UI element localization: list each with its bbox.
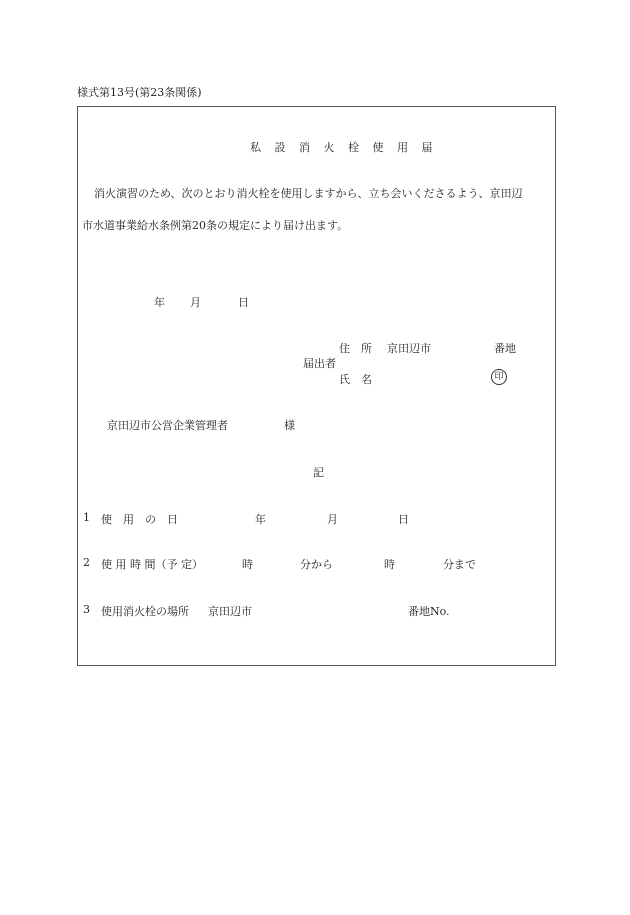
- form-frame: [77, 106, 556, 666]
- start-hour-label: 時: [242, 558, 253, 571]
- addressee-name: 京田辺市公営企業管理者: [107, 419, 228, 432]
- item-label: 使 用 時 間（予 定）: [101, 558, 203, 571]
- name-label: 氏 名: [339, 373, 372, 386]
- item-label: 使用消火栓の場所: [101, 605, 189, 618]
- date-month-label: 月: [190, 296, 201, 309]
- form-title: 私 設 消 火 栓 使 用 届: [250, 141, 438, 154]
- addressee-honorific: 様: [284, 419, 295, 432]
- item-number: 2: [83, 556, 90, 569]
- item-number: 1: [83, 511, 90, 524]
- usage-day-label: 日: [398, 513, 409, 526]
- start-minute-label: 分から: [300, 558, 333, 571]
- address-label: 住 所: [339, 342, 372, 355]
- end-hour-label: 時: [384, 558, 395, 571]
- address-suffix: 番地: [494, 342, 516, 355]
- end-minute-label: 分まで: [443, 558, 476, 571]
- location-city: 京田辺市: [208, 605, 252, 618]
- usage-month-label: 月: [327, 513, 338, 526]
- item-label: 使 用 の 日: [101, 513, 178, 526]
- item-number: 3: [83, 603, 90, 616]
- ki-heading: 記: [313, 466, 324, 479]
- location-suffix: 番地No.: [408, 605, 450, 618]
- body-text-line-2: 市水道事業給水条例第20条の規定により届け出ます。: [82, 219, 349, 232]
- address-city: 京田辺市: [387, 342, 431, 355]
- applicant-label: 届出者: [303, 357, 336, 370]
- date-year-label: 年: [154, 296, 165, 309]
- form-number: 様式第13号(第23条関係): [77, 86, 202, 99]
- date-day-label: 日: [238, 296, 249, 309]
- seal-mark: 印: [491, 369, 507, 385]
- usage-year-label: 年: [255, 513, 266, 526]
- body-text-line-1: 消火演習のため、次のとおり消火栓を使用しますから、立ち会いくださるよう、京田辺: [94, 187, 523, 200]
